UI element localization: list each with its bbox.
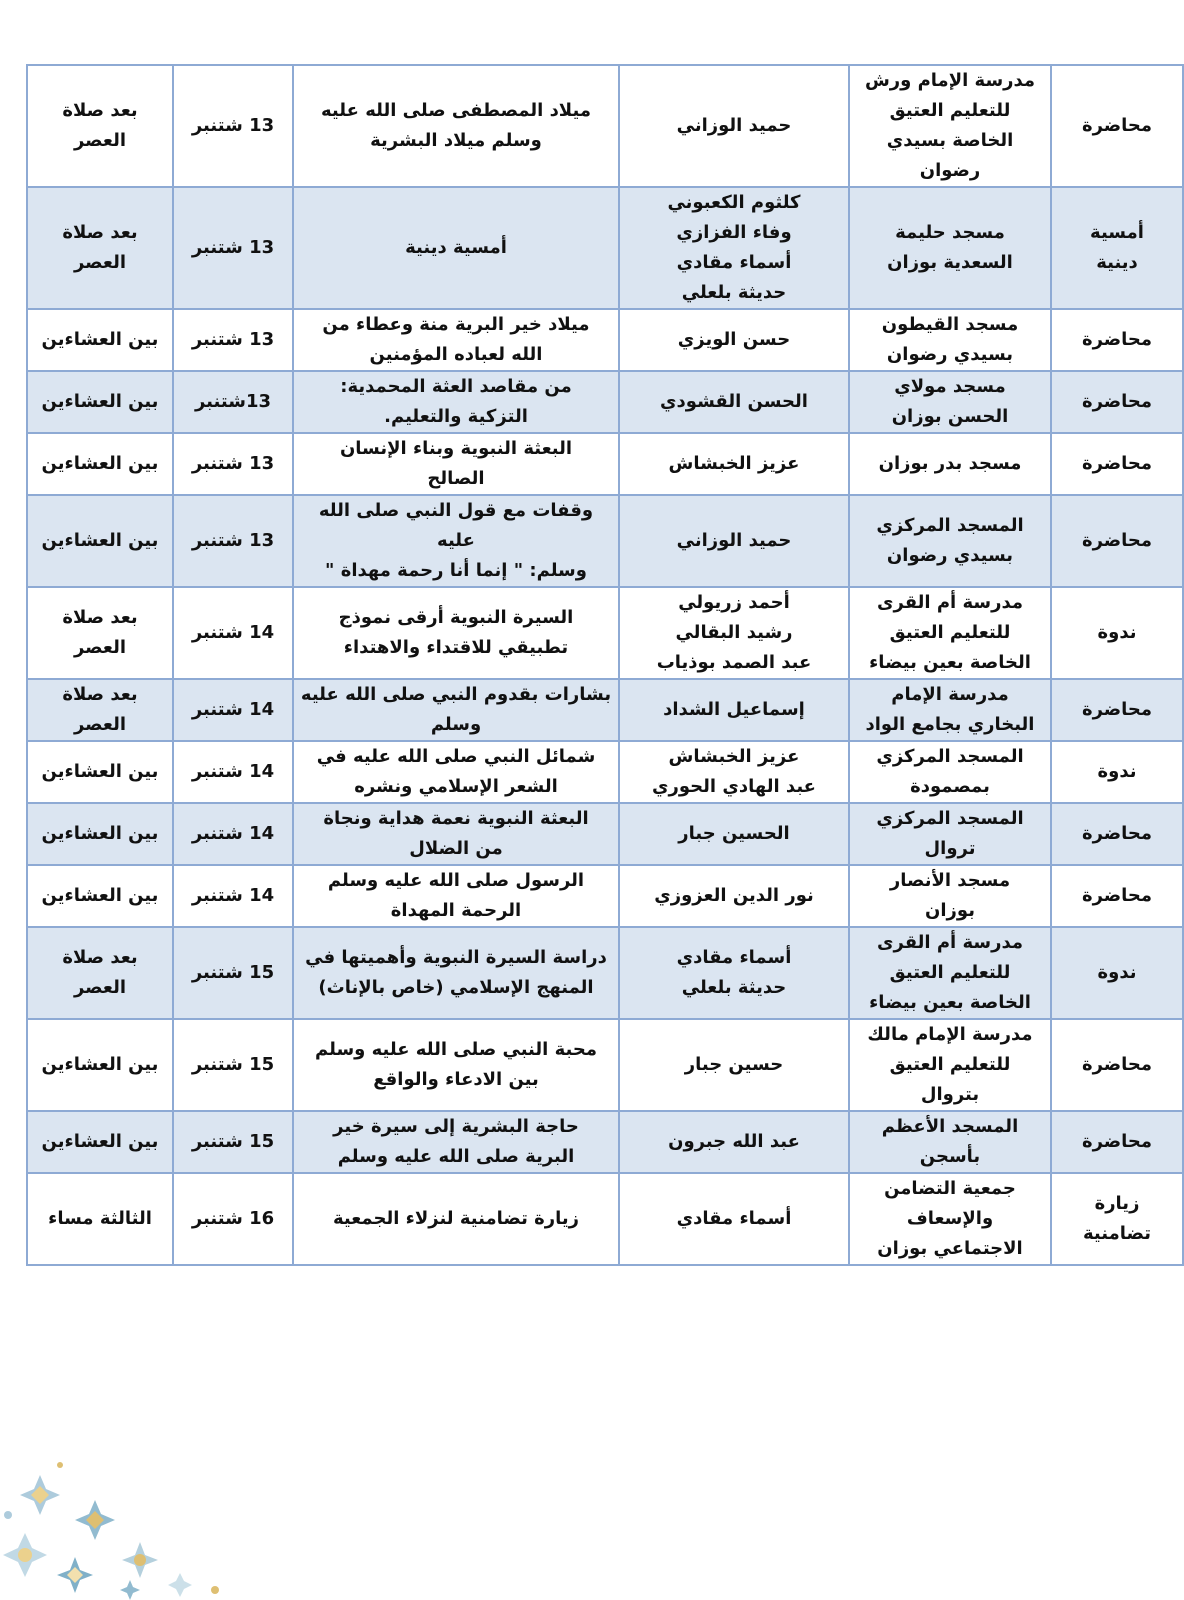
- topic-cell: دراسة السيرة النبوية وأهميتها في المنهج الإسلامي (خاص بالإناث): [293, 927, 619, 1019]
- topic-cell: بشارات بقدوم النبي صلى الله عليه وسلم: [293, 679, 619, 741]
- venue-cell: جمعية التضامن والإسعاف الاجتماعي بوزان: [849, 1173, 1051, 1265]
- speaker-cell: أحمد زريولي رشيد البقالي عبد الصمد بوذياب: [619, 587, 849, 679]
- time-cell: بين العشاءين: [27, 1111, 173, 1173]
- schedule-body: [27, 65, 1183, 1265]
- activity-type-cell: محاضرة: [1051, 433, 1183, 495]
- time-cell: بين العشاءين: [27, 309, 173, 371]
- topic-cell: ميلاد المصطفى صلى الله عليه وسلم ميلاد البشرية: [293, 65, 619, 187]
- activity-type-cell: محاضرة: [1051, 495, 1183, 587]
- activity-type-cell: محاضرة: [1051, 1019, 1183, 1111]
- time-cell: بعد صلاة العصر: [27, 587, 173, 679]
- date-cell: 14 شتنبر: [173, 679, 293, 741]
- topic-cell: من مقاصد العثة المحمدية: التزكية والتعليم.: [293, 371, 619, 433]
- speaker-cell: نور الدين العزوزي: [619, 865, 849, 927]
- venue-cell: المسجد المركزي تروال: [849, 803, 1051, 865]
- venue-cell: المسجد الأعظم بأسجن: [849, 1111, 1051, 1173]
- speaker-cell: حميد الوزاني: [619, 495, 849, 587]
- activity-type-cell: ندوة: [1051, 741, 1183, 803]
- arabesque-ornament: [0, 1455, 240, 1600]
- time-cell: بين العشاءين: [27, 495, 173, 587]
- table-row: [27, 371, 1183, 433]
- topic-cell: البعثة النبوية وبناء الإنسان الصالح: [293, 433, 619, 495]
- speaker-cell: الحسن القشودي: [619, 371, 849, 433]
- table-row: [27, 1019, 1183, 1111]
- time-cell: بين العشاءين: [27, 741, 173, 803]
- table-row: [27, 927, 1183, 1019]
- time-cell: بعد صلاة العصر: [27, 927, 173, 1019]
- speaker-cell: حميد الوزاني: [619, 65, 849, 187]
- venue-cell: مدرسة أم القرى للتعليم العتيق الخاصة بعين بيضاء: [849, 927, 1051, 1019]
- table-row: [27, 433, 1183, 495]
- date-cell: 14 شتنبر: [173, 865, 293, 927]
- activity-type-cell: أمسية دينية: [1051, 187, 1183, 309]
- date-cell: 16 شتنبر: [173, 1173, 293, 1265]
- time-cell: بين العشاءين: [27, 433, 173, 495]
- time-cell: بين العشاءين: [27, 865, 173, 927]
- topic-cell: محبة النبي صلى الله عليه وسلم بين الادعاء والواقع: [293, 1019, 619, 1111]
- date-cell: 13شتنبر: [173, 371, 293, 433]
- venue-cell: مسجد الأنصار بوزان: [849, 865, 1051, 927]
- topic-cell: حاجة البشرية إلى سيرة خير البرية صلى الله عليه وسلم: [293, 1111, 619, 1173]
- speaker-cell: أسماء مقادي حديثة بلعلي: [619, 927, 849, 1019]
- activity-type-cell: محاضرة: [1051, 1111, 1183, 1173]
- table-row: [27, 803, 1183, 865]
- date-cell: 13 شتنبر: [173, 187, 293, 309]
- venue-cell: مدرسة الإمام ورش للتعليم العتيق الخاصة بسيدي رضوان: [849, 65, 1051, 187]
- time-cell: بين العشاءين: [27, 803, 173, 865]
- date-cell: 15 شتنبر: [173, 927, 293, 1019]
- topic-cell: ميلاد خير البرية منة وعطاء من الله لعباده المؤمنين: [293, 309, 619, 371]
- date-cell: 14 شتنبر: [173, 741, 293, 803]
- topic-cell: أمسية دينية: [293, 187, 619, 309]
- venue-cell: مدرسة أم القرى للتعليم العتيق الخاصة بعين بيضاء: [849, 587, 1051, 679]
- activity-type-cell: محاضرة: [1051, 65, 1183, 187]
- venue-cell: مسجد القيطون بسيدي رضوان: [849, 309, 1051, 371]
- date-cell: 13 شتنبر: [173, 495, 293, 587]
- date-cell: 14 شتنبر: [173, 803, 293, 865]
- table-row: [27, 679, 1183, 741]
- speaker-cell: إسماعيل الشداد: [619, 679, 849, 741]
- venue-cell: مسجد حليمة السعدية بوزان: [849, 187, 1051, 309]
- venue-cell: مسجد بدر بوزان: [849, 433, 1051, 495]
- time-cell: بين العشاءين: [27, 371, 173, 433]
- table-row: [27, 1173, 1183, 1265]
- topic-cell: وقفات مع قول النبي صلى الله عليه وسلم: " إنما أنا رحمة مهداة ": [293, 495, 619, 587]
- topic-cell: الرسول صلى الله عليه وسلم الرحمة المهداة: [293, 865, 619, 927]
- topic-cell: السيرة النبوية أرقى نموذج تطبيقي للاقتداء والاهتداء: [293, 587, 619, 679]
- table-row: [27, 309, 1183, 371]
- date-cell: 15 شتنبر: [173, 1019, 293, 1111]
- date-cell: 13 شتنبر: [173, 309, 293, 371]
- schedule-table: [26, 64, 1184, 1266]
- time-cell: بعد صلاة العصر: [27, 65, 173, 187]
- activity-type-cell: زيارة تضامنية: [1051, 1173, 1183, 1265]
- time-cell: الثالثة مساء: [27, 1173, 173, 1265]
- venue-cell: مسجد مولاي الحسن بوزان: [849, 371, 1051, 433]
- venue-cell: المسجد المركزي بمصمودة: [849, 741, 1051, 803]
- activity-type-cell: محاضرة: [1051, 865, 1183, 927]
- topic-cell: زيارة تضامنية لنزلاء الجمعية: [293, 1173, 619, 1265]
- speaker-cell: كلثوم الكعبوني وفاء الفزازي أسماء مقادي حديثة بلعلي: [619, 187, 849, 309]
- time-cell: بعد صلاة العصر: [27, 187, 173, 309]
- activity-type-cell: محاضرة: [1051, 371, 1183, 433]
- table-row: [27, 741, 1183, 803]
- date-cell: 14 شتنبر: [173, 587, 293, 679]
- topic-cell: البعثة النبوية نعمة هداية ونجاة من الضلال: [293, 803, 619, 865]
- table-row: [27, 495, 1183, 587]
- table-row: [27, 865, 1183, 927]
- table-row: [27, 587, 1183, 679]
- speaker-cell: عزيز الخبشاش عبد الهادي الحوري: [619, 741, 849, 803]
- activity-type-cell: ندوة: [1051, 587, 1183, 679]
- time-cell: بعد صلاة العصر: [27, 679, 173, 741]
- time-cell: بين العشاءين: [27, 1019, 173, 1111]
- activity-type-cell: محاضرة: [1051, 803, 1183, 865]
- speaker-cell: حسن الويزي: [619, 309, 849, 371]
- speaker-cell: حسين جبار: [619, 1019, 849, 1111]
- activity-type-cell: ندوة: [1051, 927, 1183, 1019]
- date-cell: 13 شتنبر: [173, 433, 293, 495]
- activity-type-cell: محاضرة: [1051, 309, 1183, 371]
- speaker-cell: الحسين جبار: [619, 803, 849, 865]
- speaker-cell: عبد الله جبرون: [619, 1111, 849, 1173]
- venue-cell: مدرسة الإمام مالك للتعليم العتيق بتروال: [849, 1019, 1051, 1111]
- topic-cell: شمائل النبي صلى الله عليه في الشعر الإسلامي ونشره: [293, 741, 619, 803]
- speaker-cell: أسماء مقادي: [619, 1173, 849, 1265]
- venue-cell: مدرسة الإمام البخاري بجامع الواد: [849, 679, 1051, 741]
- date-cell: 13 شتنبر: [173, 65, 293, 187]
- table-row: [27, 187, 1183, 309]
- venue-cell: المسجد المركزي بسيدي رضوان: [849, 495, 1051, 587]
- table-row: [27, 1111, 1183, 1173]
- activity-type-cell: محاضرة: [1051, 679, 1183, 741]
- speaker-cell: عزيز الخبشاش: [619, 433, 849, 495]
- date-cell: 15 شتنبر: [173, 1111, 293, 1173]
- table-row: [27, 65, 1183, 187]
